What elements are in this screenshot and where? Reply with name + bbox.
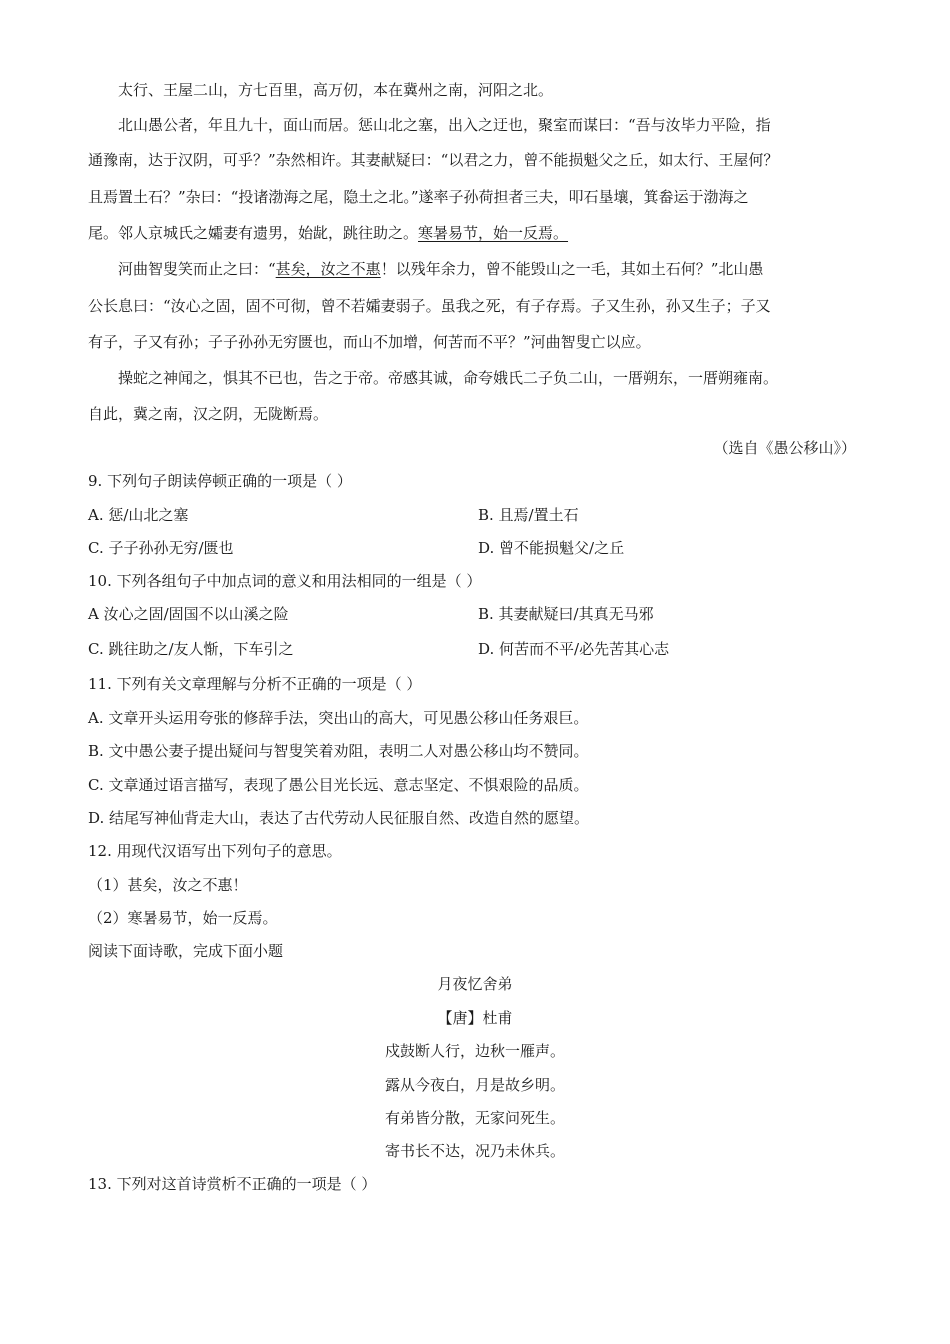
passage-text: 河曲智叟笑而止之曰：“	[118, 260, 276, 278]
poem-line: 寄书长不达，况乃未休兵。	[384, 1142, 565, 1160]
reading-instruction: 阅读下面诗歌，完成下面小题	[88, 942, 284, 960]
passage-paragraph-2-line-1: 北山愚公者，年且九十，面山而居。惩山北之塞，出入之迂也，聚室而谋曰：“吾与汝毕力平险，指	[118, 116, 771, 134]
underlined-sentence: 甚矣，汝之不惠	[275, 260, 381, 278]
passage-paragraph-3-line-3: 有子，子又有孙；子子孙孙无穷匮也，而山不加增，何苦而不平？”河曲智叟亡以应。	[88, 333, 651, 351]
question-13-stem: 13. 下列对这首诗赏析不正确的一项是（ ）	[88, 1175, 377, 1193]
question-10-option-a: A 汝心之固/固国不以山溪之险	[88, 605, 289, 623]
question-11-option-b: B. 文中愚公妻子提出疑问与智叟笑着劝阻，表明二人对愚公移山均不赞同。	[88, 742, 589, 760]
question-10-option-b: B. 其妻献疑曰/其真无马邪	[478, 605, 654, 623]
poem-line: 有弟皆分散，无家问死生。	[384, 1109, 565, 1127]
question-10-option-d: D. 何苦而不平/必先苦其心志	[478, 640, 670, 658]
passage-paragraph-3-line-2: 公长息曰：“汝心之固，固不可彻，曾不若孀妻弱子。虽我之死，有子存焉。子又生孙，孙又生子；子又	[88, 297, 771, 315]
question-10-option-c: C. 跳往助之/友人惭，下车引之	[88, 640, 294, 658]
question-12-sentence-1: （1）甚矣，汝之不惠！	[88, 876, 248, 894]
passage-paragraph-2-line-2: 通豫南，达于汉阴，可乎？”杂然相许。其妻献疑曰：“以君之力，曾不能损魁父之丘，如太行、王屋何？	[88, 151, 779, 169]
passage-source: （选自《愚公移山》）	[713, 439, 856, 457]
question-11-option-c: C. 文章通过语言描写，表现了愚公目光长远、意志坚定、不惧艰险的品质。	[88, 776, 589, 794]
passage-paragraph-4-line-1: 操蛇之神闻之，惧其不已也，告之于帝。帝感其诚，命夸娥氏二子负二山，一厝朔东，一厝朔雍南。	[118, 369, 779, 387]
question-12-stem: 12. 用现代汉语写出下列句子的意思。	[88, 842, 342, 860]
passage-paragraph-4-line-2: 自此，冀之南，汉之阴，无陇断焉。	[88, 405, 329, 423]
poem-author: 【唐】杜甫	[437, 1009, 513, 1027]
question-12-sentence-2: （2）寒暑易节，始一反焉。	[88, 909, 278, 927]
question-9-option-d: D. 曾不能损魁父/之丘	[478, 539, 625, 557]
underlined-sentence: 寒暑易节，始一反焉。	[418, 224, 569, 242]
poem-line: 露从今夜白，月是故乡明。	[384, 1076, 565, 1094]
poem-line: 戍鼓断人行，边秋一雁声。	[384, 1042, 565, 1060]
passage-paragraph-2-line-4	[88, 223, 568, 243]
question-9-option-c: C. 子子孙孙无穷/匮也	[88, 539, 234, 557]
question-10-stem: 10. 下列各组句子中加点词的意义和用法相同的一组是（ ）	[88, 572, 482, 590]
passage-text: 尾。邻人京城氏之孀妻有遗男，始龀，跳往助之。	[88, 224, 419, 242]
passage-text: ！以残年余力，曾不能毁山之一毛，其如土石何？”北山愚	[380, 260, 764, 278]
passage-paragraph-3-line-1	[118, 259, 763, 279]
passage-paragraph-2-line-3: 且焉置土石？”杂曰：“投诸渤海之尾，隐土之北。”遂率子孙荷担者三夫，叩石垦壤，箕畚运于渤海之	[88, 188, 749, 206]
question-11-option-a: A. 文章开头运用夸张的修辞手法，突出山的高大，可见愚公移山任务艰巨。	[88, 709, 589, 727]
question-9-option-a: A. 惩/山北之塞	[88, 506, 189, 524]
passage-paragraph-1: 太行、王屋二山，方七百里，高万仞，本在冀州之南，河阳之北。	[118, 81, 554, 99]
question-9-option-b: B. 且焉/置土石	[478, 506, 579, 524]
question-9-stem: 9. 下列句子朗读停顿正确的一项是（ ）	[88, 472, 352, 490]
question-11-stem: 11. 下列有关文章理解与分析不正确的一项是（ ）	[88, 675, 422, 693]
question-11-option-d: D. 结尾写神仙背走大山，表达了古代劳动人民征服自然、改造自然的愿望。	[88, 809, 590, 827]
poem-title: 月夜忆舍弟	[437, 975, 513, 993]
